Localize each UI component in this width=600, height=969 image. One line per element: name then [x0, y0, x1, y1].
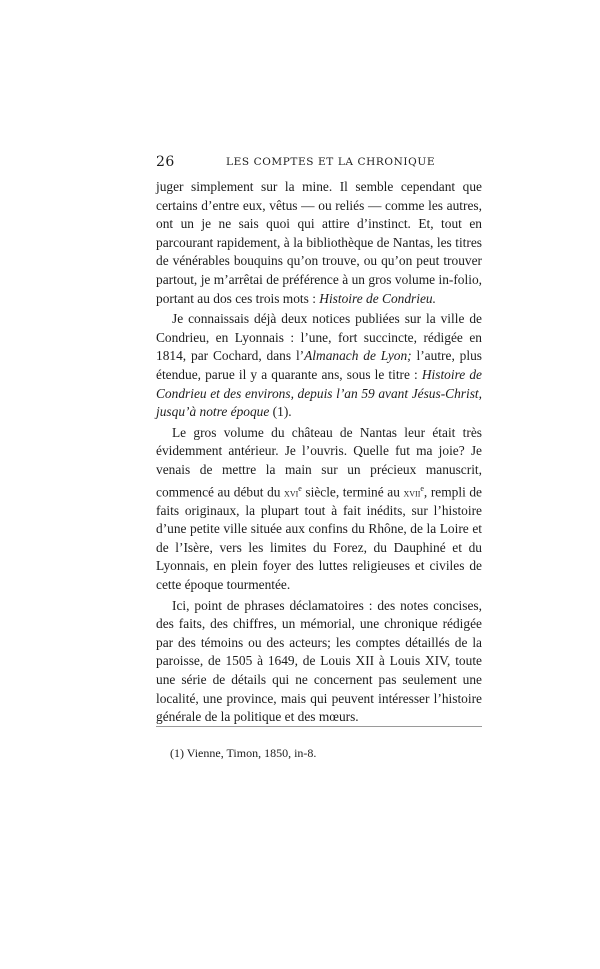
body-text [156, 178, 482, 727]
text-segment: juger simplement sur la mine. Il semble cependant que certains d’entre eux, vêtus — ou reliés — comme les autres, ont un je ne sais quoi qui attire d’instinct. Et, tout en parcourant rapidement, à la bibliothèque de Nantas, les titres de vénérables bouquins qu’on trouve, ou qu’on peut trouver partout, je m’arrêtai de préférence à un gros volume in-folio, portant au dos ces trois mots : [156, 179, 482, 306]
text-segment: Histoire de Condrieu. [319, 290, 436, 306]
text-segment: Histoire de Condrieu et des environs, depuis l’an 59 avant Jésus-Christ, jusqu’à notre époque [156, 366, 482, 420]
page-number: 26 [156, 154, 175, 170]
text-segment: Je connaissais déjà deux notices publiées sur la ville de Condrieu, en Lyonnais : l’une, fort succincte, rédigée en 1814, par Cochard, dans l’ [156, 311, 482, 364]
text-segment: siècle, terminé au [301, 483, 404, 499]
paragraph-2 [156, 310, 482, 422]
running-title: LES COMPTES ET LA CHRONIQUE [226, 156, 436, 168]
text-segment: , rempli de faits originaux, la plupart tout à fait inédits, sur l’histoire d’une petite ville située aux confins du Rhône, de la Loire et de l’Isère, vers les limites du Forez, du Dauphiné et du Lyonnais, en plein foyer des luttes religieuses et civiles de cette époque tourmentée. [156, 483, 482, 592]
text-segment: e [420, 483, 424, 493]
text-segment: xvi [284, 484, 299, 499]
text-segment: xvii [403, 484, 421, 499]
paragraph-1 [156, 178, 482, 308]
footnote-rule [156, 726, 482, 727]
page-header [156, 154, 482, 174]
text-segment: (1). [269, 404, 292, 420]
paragraph-4 [156, 597, 482, 727]
text-segment: l’autre, plus étendue, parue il y a quarante ans, sous le titre : [156, 348, 482, 382]
text-segment: Le gros volume du château de Nantas leur était très évidemment antérieur. Je l’ouvris. Quelle fut ma joie? Je venais de mettre la main sur un précieux manuscrit, commencé au début du [156, 424, 482, 499]
text-segment: Ici, point de phrases déclamatoires : des notes concises, des faits, des chiffres, un mémorial, une chronique rédigée par des témoins ou des acteurs; les comptes détaillés de la paroisse, de 1505 à 1649, de Louis XII à Louis XIV, toute une série de détails qui ne concernent pas seulement une localité, une province, mais qui peuvent intéresser l’histoire générale de la politique et des mœurs. [156, 597, 482, 725]
text-segment: e [298, 483, 302, 493]
paragraph-3 [156, 424, 482, 595]
text-segment: Almanach de Lyon; [304, 348, 412, 364]
footnote: (1) Vienne, Timon, 1850, in-8. [170, 746, 317, 760]
